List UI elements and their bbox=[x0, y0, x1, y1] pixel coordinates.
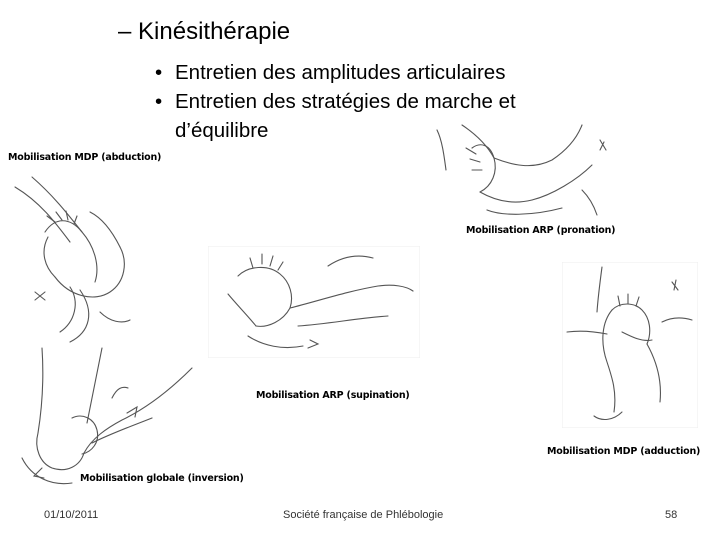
caption-adduction: Mobilisation MDP (adduction) bbox=[547, 446, 701, 457]
footer-date: 01/10/2011 bbox=[44, 509, 99, 521]
caption-pronation: Mobilisation ARP (pronation) bbox=[466, 225, 616, 236]
bullet-dot-icon: • bbox=[155, 90, 163, 113]
heading-dash: – bbox=[118, 18, 132, 45]
heading-text: Kinésithérapie bbox=[138, 18, 291, 45]
bullet-item: • Entretien des stratégies de marche et d’équilibre bbox=[155, 87, 595, 145]
caption-abduction: Mobilisation MDP (abduction) bbox=[8, 152, 162, 163]
inversion-illustration bbox=[12, 338, 202, 490]
bullet-dot-icon: • bbox=[155, 61, 163, 84]
supination-illustration bbox=[208, 246, 420, 358]
bullet-item: • Entretien des amplitudes articulaires bbox=[155, 58, 595, 87]
adduction-illustration bbox=[562, 262, 698, 428]
caption-inversion: Mobilisation globale (inversion) bbox=[80, 473, 244, 484]
footer-page-number: 58 bbox=[665, 509, 678, 521]
footer-organization: Société française de Phlébologie bbox=[283, 509, 444, 521]
caption-supination: Mobilisation ARP (supination) bbox=[256, 390, 410, 401]
abduction-illustration bbox=[10, 172, 135, 347]
pronation-illustration bbox=[432, 120, 612, 220]
slide-heading bbox=[118, 18, 290, 46]
